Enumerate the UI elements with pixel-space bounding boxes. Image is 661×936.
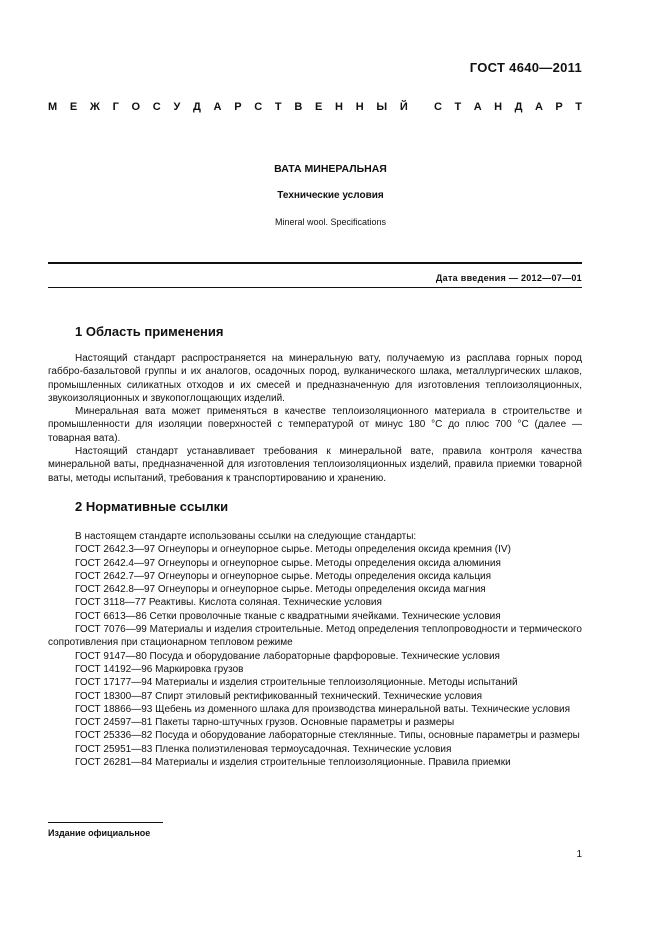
reference-item: ГОСТ 17177—94 Материалы и изделия строительные теплоизоляционные. Методы испытаний	[75, 677, 518, 689]
introduction-date: Дата введения — 2012—07—01	[435, 273, 582, 283]
section-1-body	[48, 352, 582, 485]
reference-item: ГОСТ 7076—99 Материалы и изделия строительные. Метод определения теплопроводности и термического сопротивления при стационарном тепловом режиме	[48, 624, 582, 649]
section-1-heading: 1 Область применения	[75, 324, 224, 339]
section-2-heading: 2 Нормативные ссылки	[75, 499, 229, 514]
banner-letter: Т	[454, 101, 462, 113]
banner-letter: Ж	[89, 101, 100, 113]
banner-letter: Ы	[376, 101, 388, 113]
reference-item: ГОСТ 24597—81 Пакеты тарно-штучных грузов. Основные параметры и размеры	[75, 717, 455, 729]
banner-letter: Н	[355, 101, 364, 113]
date-divider	[48, 287, 582, 288]
banner-letter: Н	[494, 101, 503, 113]
document-code: ГОСТ 4640—2011	[469, 60, 582, 75]
document-title: ВАТА МИНЕРАЛЬНАЯ	[274, 163, 387, 175]
reference-item: ГОСТ 18300—87 Спирт этиловый ректификованный технический. Технические условия	[75, 690, 483, 702]
english-title: Mineral wool. Specifications	[274, 217, 387, 227]
banner-letter: Н	[335, 101, 343, 113]
banner-letter: Г	[112, 101, 119, 113]
banner-letter: У	[173, 101, 181, 113]
reference-item: ГОСТ 18866—93 Щебень из доменного шлака для производства минеральной ваты. Технические условия	[75, 703, 571, 715]
reference-item: ГОСТ 9147—80 Посуда и оборудование лабораторные фарфоровые. Технические условия	[75, 650, 500, 662]
banner-letter: Т	[274, 101, 282, 113]
paragraph: Настоящий стандарт распространяется на минеральную вату, получаемую из расплава горных пород габбро-базальтовой группы и их аналогов, осадочных пород, вулканического шлака, металлургических шлаков, промышленных силикатных отходов и их смесей и предназначенную для изготовления теплоизоляционных, звукоизоляционных и звукопоглощающих изделий.	[48, 353, 582, 404]
banner-letter: Е	[315, 101, 323, 113]
banner-letter: Р	[555, 101, 563, 113]
banner-letter: С	[434, 101, 442, 113]
reference-item: ГОСТ 25336—82 Посуда и оборудование лабораторные стеклянные. Типы, основные параметры и размеры	[75, 730, 580, 742]
reference-item: ГОСТ 2642.4—97 Огнеупоры и огнеупорное сырье. Методы определения оксида алюминия	[75, 557, 501, 569]
banner-letter: А	[213, 101, 222, 113]
banner-letter: Р	[234, 101, 242, 113]
reference-item: ГОСТ 2642.3—97 Огнеупоры и огнеупорное сырье. Методы определения оксида кремния (IV)	[75, 544, 511, 556]
banner-letter: Д	[193, 101, 201, 113]
interstate-standard-banner	[48, 101, 582, 113]
page-number: 1	[576, 849, 582, 860]
title-divider	[48, 262, 582, 264]
banner-letter: М	[48, 101, 58, 113]
banner-word-standard	[434, 101, 582, 113]
reference-item: ГОСТ 3118—77 Реактивы. Кислота соляная. Технические условия	[75, 597, 382, 609]
reference-item: ГОСТ 14192—96 Маркировка грузов	[75, 663, 244, 675]
paragraph: Минеральная вата может применяться в качестве теплоизоляционного материала в строительстве и промышленности для изоляции поверхностей с температурой от минус 180 °С до плюс 700 °С (далее — товарная вата).	[48, 406, 582, 444]
paragraph: Настоящий стандарт устанавливает требования к минеральной вате, правила контроля качества минеральной ваты, предназначенной для изготовления теплоизоляционных изделий, правила приемки товарной ваты, методы испытаний, требования к транспортированию и хранению.	[48, 446, 582, 484]
banner-letter: О	[131, 101, 141, 113]
document-subtitle: Технические условия	[277, 190, 384, 201]
banner-letter: В	[294, 101, 303, 113]
banner-letter: Й	[399, 101, 408, 113]
banner-letter: А	[534, 101, 543, 113]
banner-letter: С	[254, 101, 263, 113]
banner-letter: С	[152, 101, 161, 113]
reference-item: ГОСТ 25951—83 Пленка полиэтиленовая термоусадочная. Технические условия	[75, 743, 452, 755]
banner-letter: Д	[514, 101, 523, 113]
footer-divider	[48, 822, 163, 823]
references-intro: В настоящем стандарте использованы ссылки на следующие стандарты:	[75, 531, 417, 542]
reference-item: ГОСТ 2642.8—97 Огнеупоры и огнеупорное сырье. Методы определения оксида магния	[75, 584, 486, 596]
official-edition-note: Издание официальное	[48, 828, 151, 838]
reference-item: ГОСТ 6613—86 Сетки проволочные тканые с квадратными ячейками. Технические условия	[75, 610, 501, 622]
section-2-body	[48, 530, 582, 769]
reference-item: ГОСТ 26281—84 Материалы и изделия строительные теплоизоляционные. Правила приемки	[75, 757, 511, 769]
banner-word-interstate	[48, 101, 408, 113]
banner-letter: Е	[69, 101, 78, 113]
reference-item: ГОСТ 2642.7—97 Огнеупоры и огнеупорное сырье. Методы определения оксида кальция	[75, 570, 492, 582]
banner-letter: А	[473, 101, 482, 113]
banner-letter: Т	[575, 101, 582, 113]
